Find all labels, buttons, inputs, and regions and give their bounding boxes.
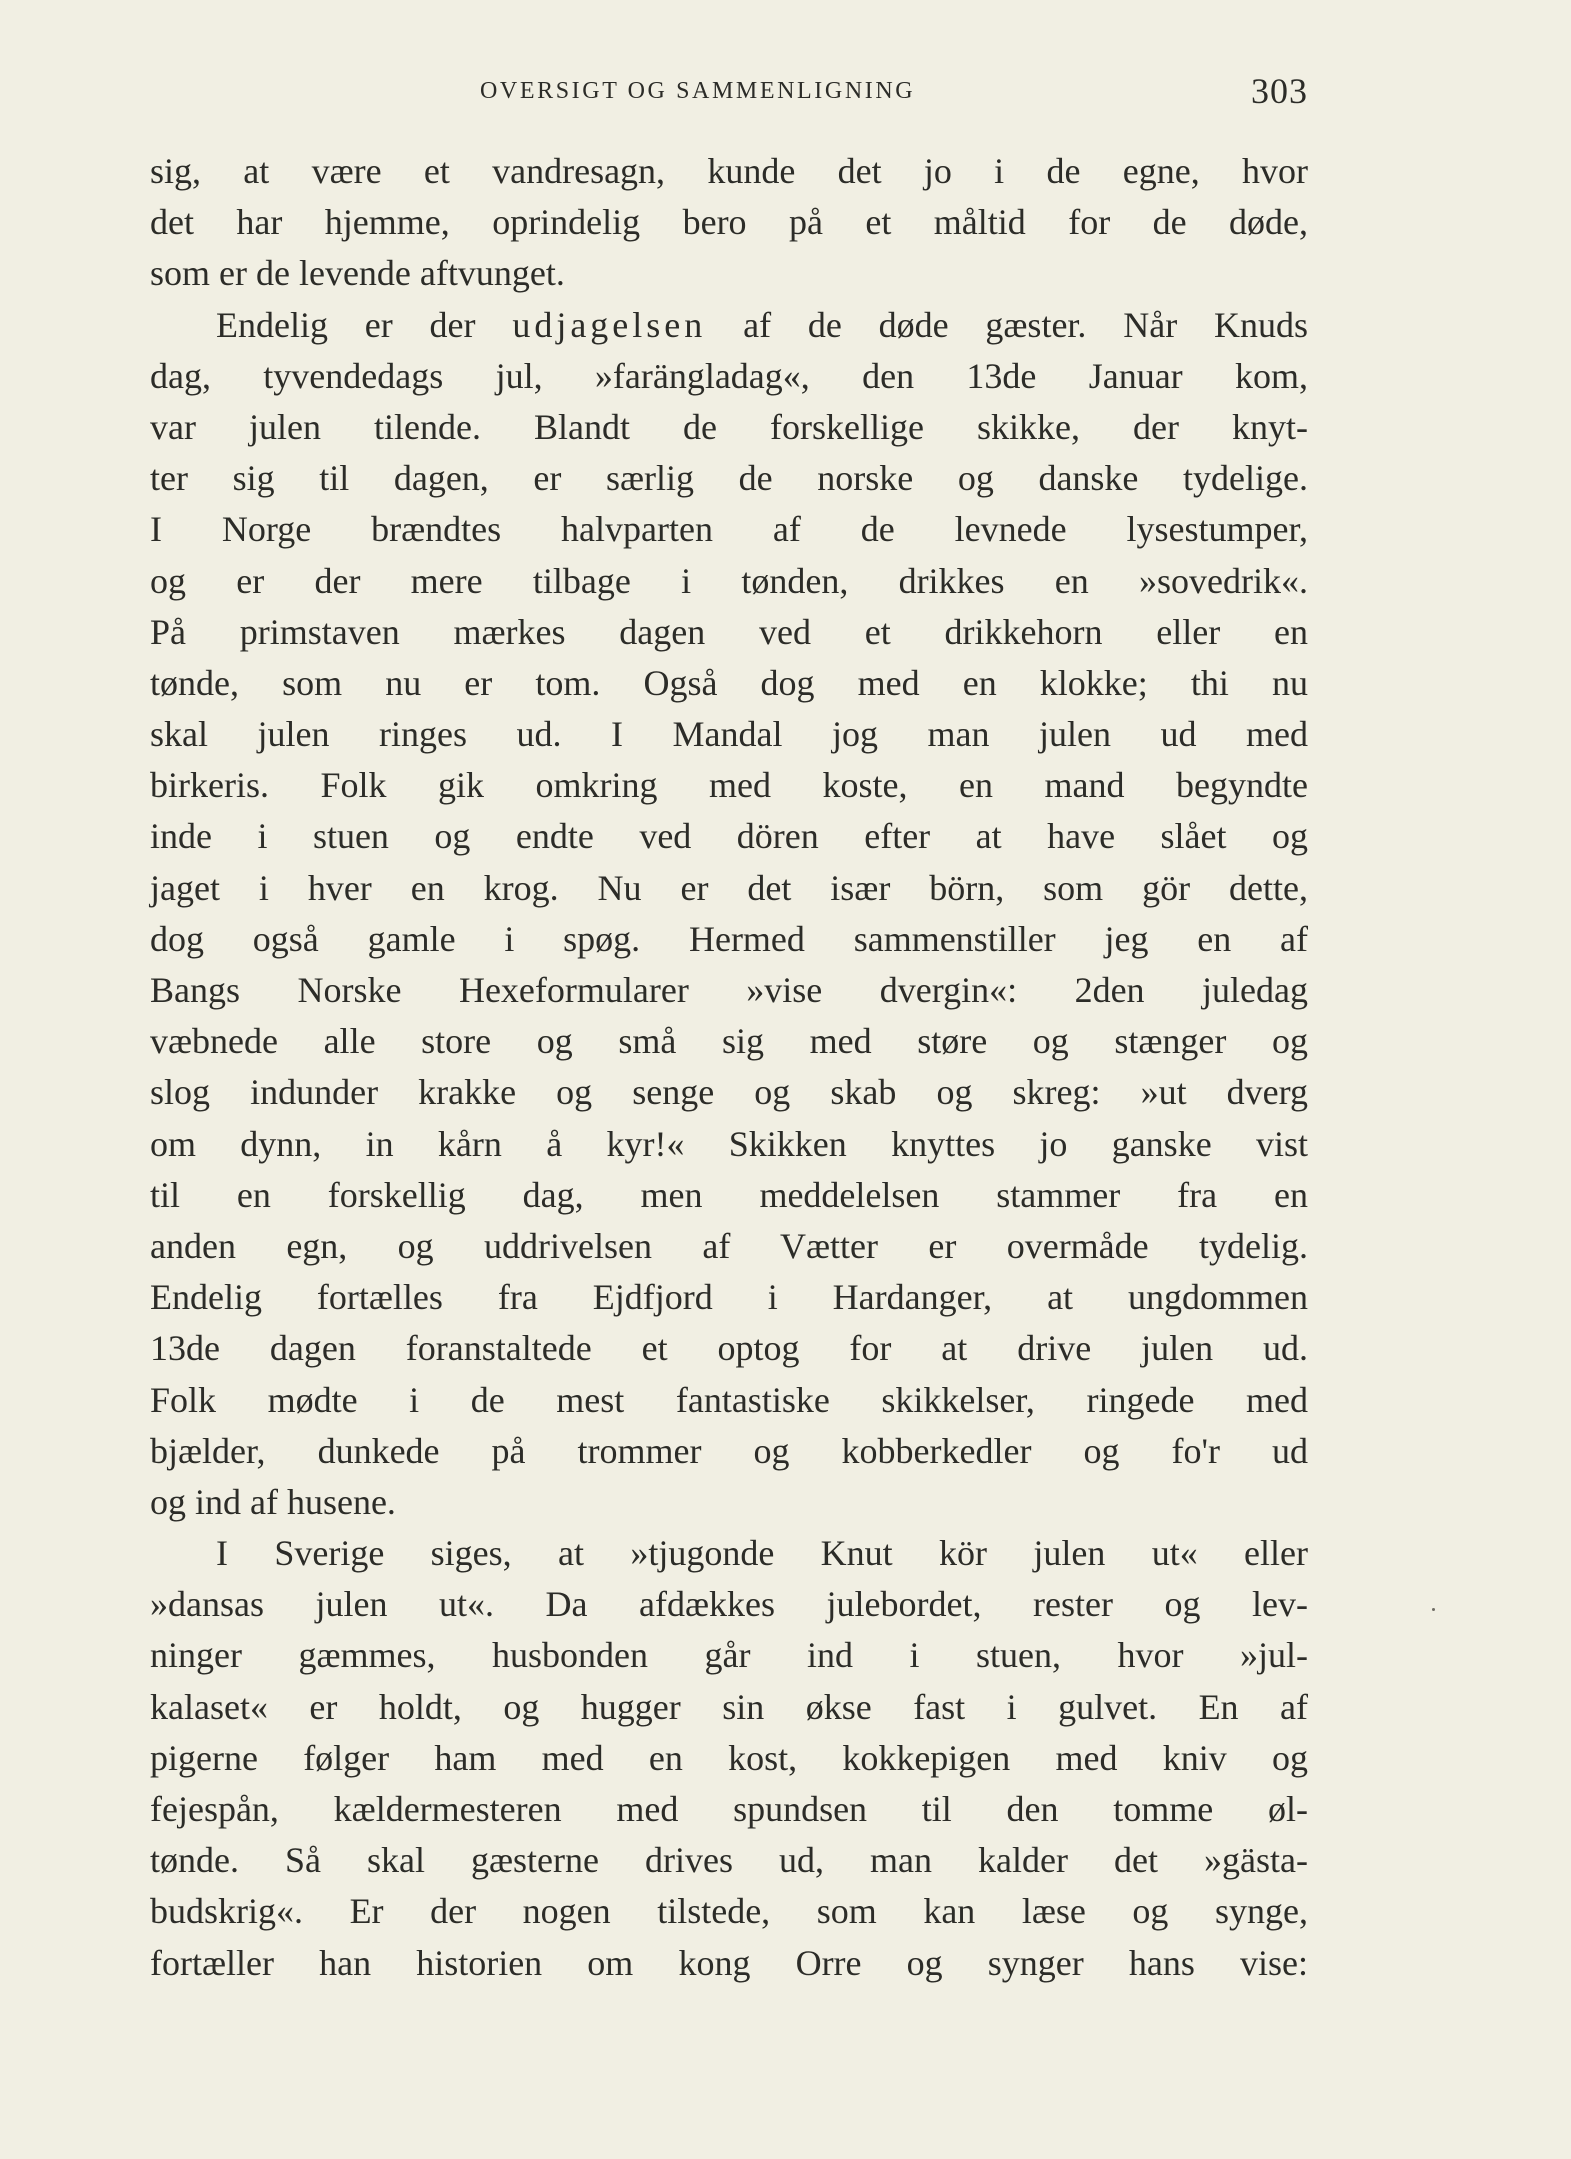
text-line: 13de dagen foranstaltede et optog for at drive julen ud. — [150, 1328, 1308, 1369]
text-line: dog også gamle i spøg. Hermed sammenstiller jeg en af — [150, 918, 1308, 959]
text-line: tønde, som nu er tom. Også dog med en klokke; thi nu — [150, 662, 1308, 703]
running-head — [150, 70, 1308, 110]
text-line: væbnede alle store og små sig med støre og stænger og — [150, 1021, 1308, 1062]
text-line: I Norge brændtes halvparten af de levnede lysestumper, — [150, 509, 1308, 550]
text-line: I Sverige siges, at »tjugonde Knut kör julen ut« eller — [216, 1533, 1308, 1574]
stray-ink-mark — [1432, 1608, 1435, 1611]
text-line: om dynn, in kårn å kyr!« Skikken knyttes jo ganske vist — [150, 1123, 1308, 1164]
text-line: var julen tilende. Blandt de forskellige skikke, der knyt- — [150, 406, 1308, 447]
text-line — [150, 300, 1308, 351]
text-line: til en forskellig dag, men meddelelsen stammer fra en — [150, 1174, 1308, 1215]
text-line: bjælder, dunkede på trommer og kobberkedler og fo'r ud — [150, 1430, 1308, 1471]
text-line: dag, tyvendedags jul, »farängladag«, den 13de Januar kom, — [150, 355, 1308, 396]
text-line: jaget i hver en krog. Nu er det især börn, som gör dette, — [150, 867, 1308, 908]
text-segment: Endelig er der — [216, 304, 513, 345]
text-line: »dansas julen ut«. Da afdækkes julebordet, rester og lev- — [150, 1584, 1308, 1625]
text-line: Endelig fortælles fra Ejdfjord i Hardanger, at ungdommen — [150, 1277, 1308, 1318]
text-line: Folk mødte i de mest fantastiske skikkelser, ringede med — [150, 1379, 1308, 1420]
spaced-term: udjagelsen — [512, 304, 707, 345]
text-line: birkeris. Folk gik omkring med koste, en mand begyndte — [150, 765, 1308, 806]
text-line: fortæller han historien om kong Orre og synger hans vise: — [150, 1942, 1308, 1983]
text-line: Bangs Norske Hexeformularer »vise dvergin«: 2den juledag — [150, 970, 1308, 1010]
text-line: På primstaven mærkes dagen ved et drikkehorn eller en — [150, 611, 1308, 652]
text-line: som er de levende aftvunget. — [150, 253, 565, 294]
body-text — [150, 146, 1308, 1989]
text-line: tønde. Så skal gæsterne drives ud, man kalder det »gästa- — [150, 1840, 1308, 1881]
text-segment: af de døde gæster. Når Knuds — [706, 304, 1309, 345]
text-line: slog indunder krakke og senge og skab og skreg: »ut dverg — [150, 1072, 1308, 1113]
text-line: skal julen ringes ud. I Mandal jog man julen ud med — [150, 714, 1308, 755]
text-line: budskrig«. Er der nogen tilstede, som kan læse og synge, — [150, 1891, 1308, 1932]
text-line: ter sig til dagen, er særlig de norske og danske tydelige. — [150, 458, 1308, 499]
text-line: ninger gæmmes, husbonden går ind i stuen, hvor »jul- — [150, 1635, 1308, 1676]
text-line: sig, at være et vandresagn, kunde det jo i de egne, hvor — [150, 151, 1308, 191]
text-line: det har hjemme, oprindelig bero på et måltid for de døde, — [150, 202, 1308, 243]
text-line: fejespån, kældermesteren med spundsen til den tomme øl- — [150, 1789, 1308, 1829]
text-line: inde i stuen og endte ved dören efter at have slået og — [150, 816, 1308, 857]
text-line: pigerne følger ham med en kost, kokkepigen med kniv og — [150, 1737, 1308, 1778]
text-line: kalaset« er holdt, og hugger sin økse fast i gulvet. En af — [150, 1686, 1308, 1727]
running-title: OVERSIGT OG SAMMENLIGNING — [480, 78, 916, 104]
text-line: og er der mere tilbage i tønden, drikkes en »sovedrik«. — [150, 560, 1308, 601]
text-line: anden egn, og uddrivelsen af Vætter er overmåde tydelig. — [150, 1225, 1308, 1266]
text-line: og ind af husene. — [150, 1481, 396, 1522]
page-number: 303 — [1251, 71, 1308, 111]
